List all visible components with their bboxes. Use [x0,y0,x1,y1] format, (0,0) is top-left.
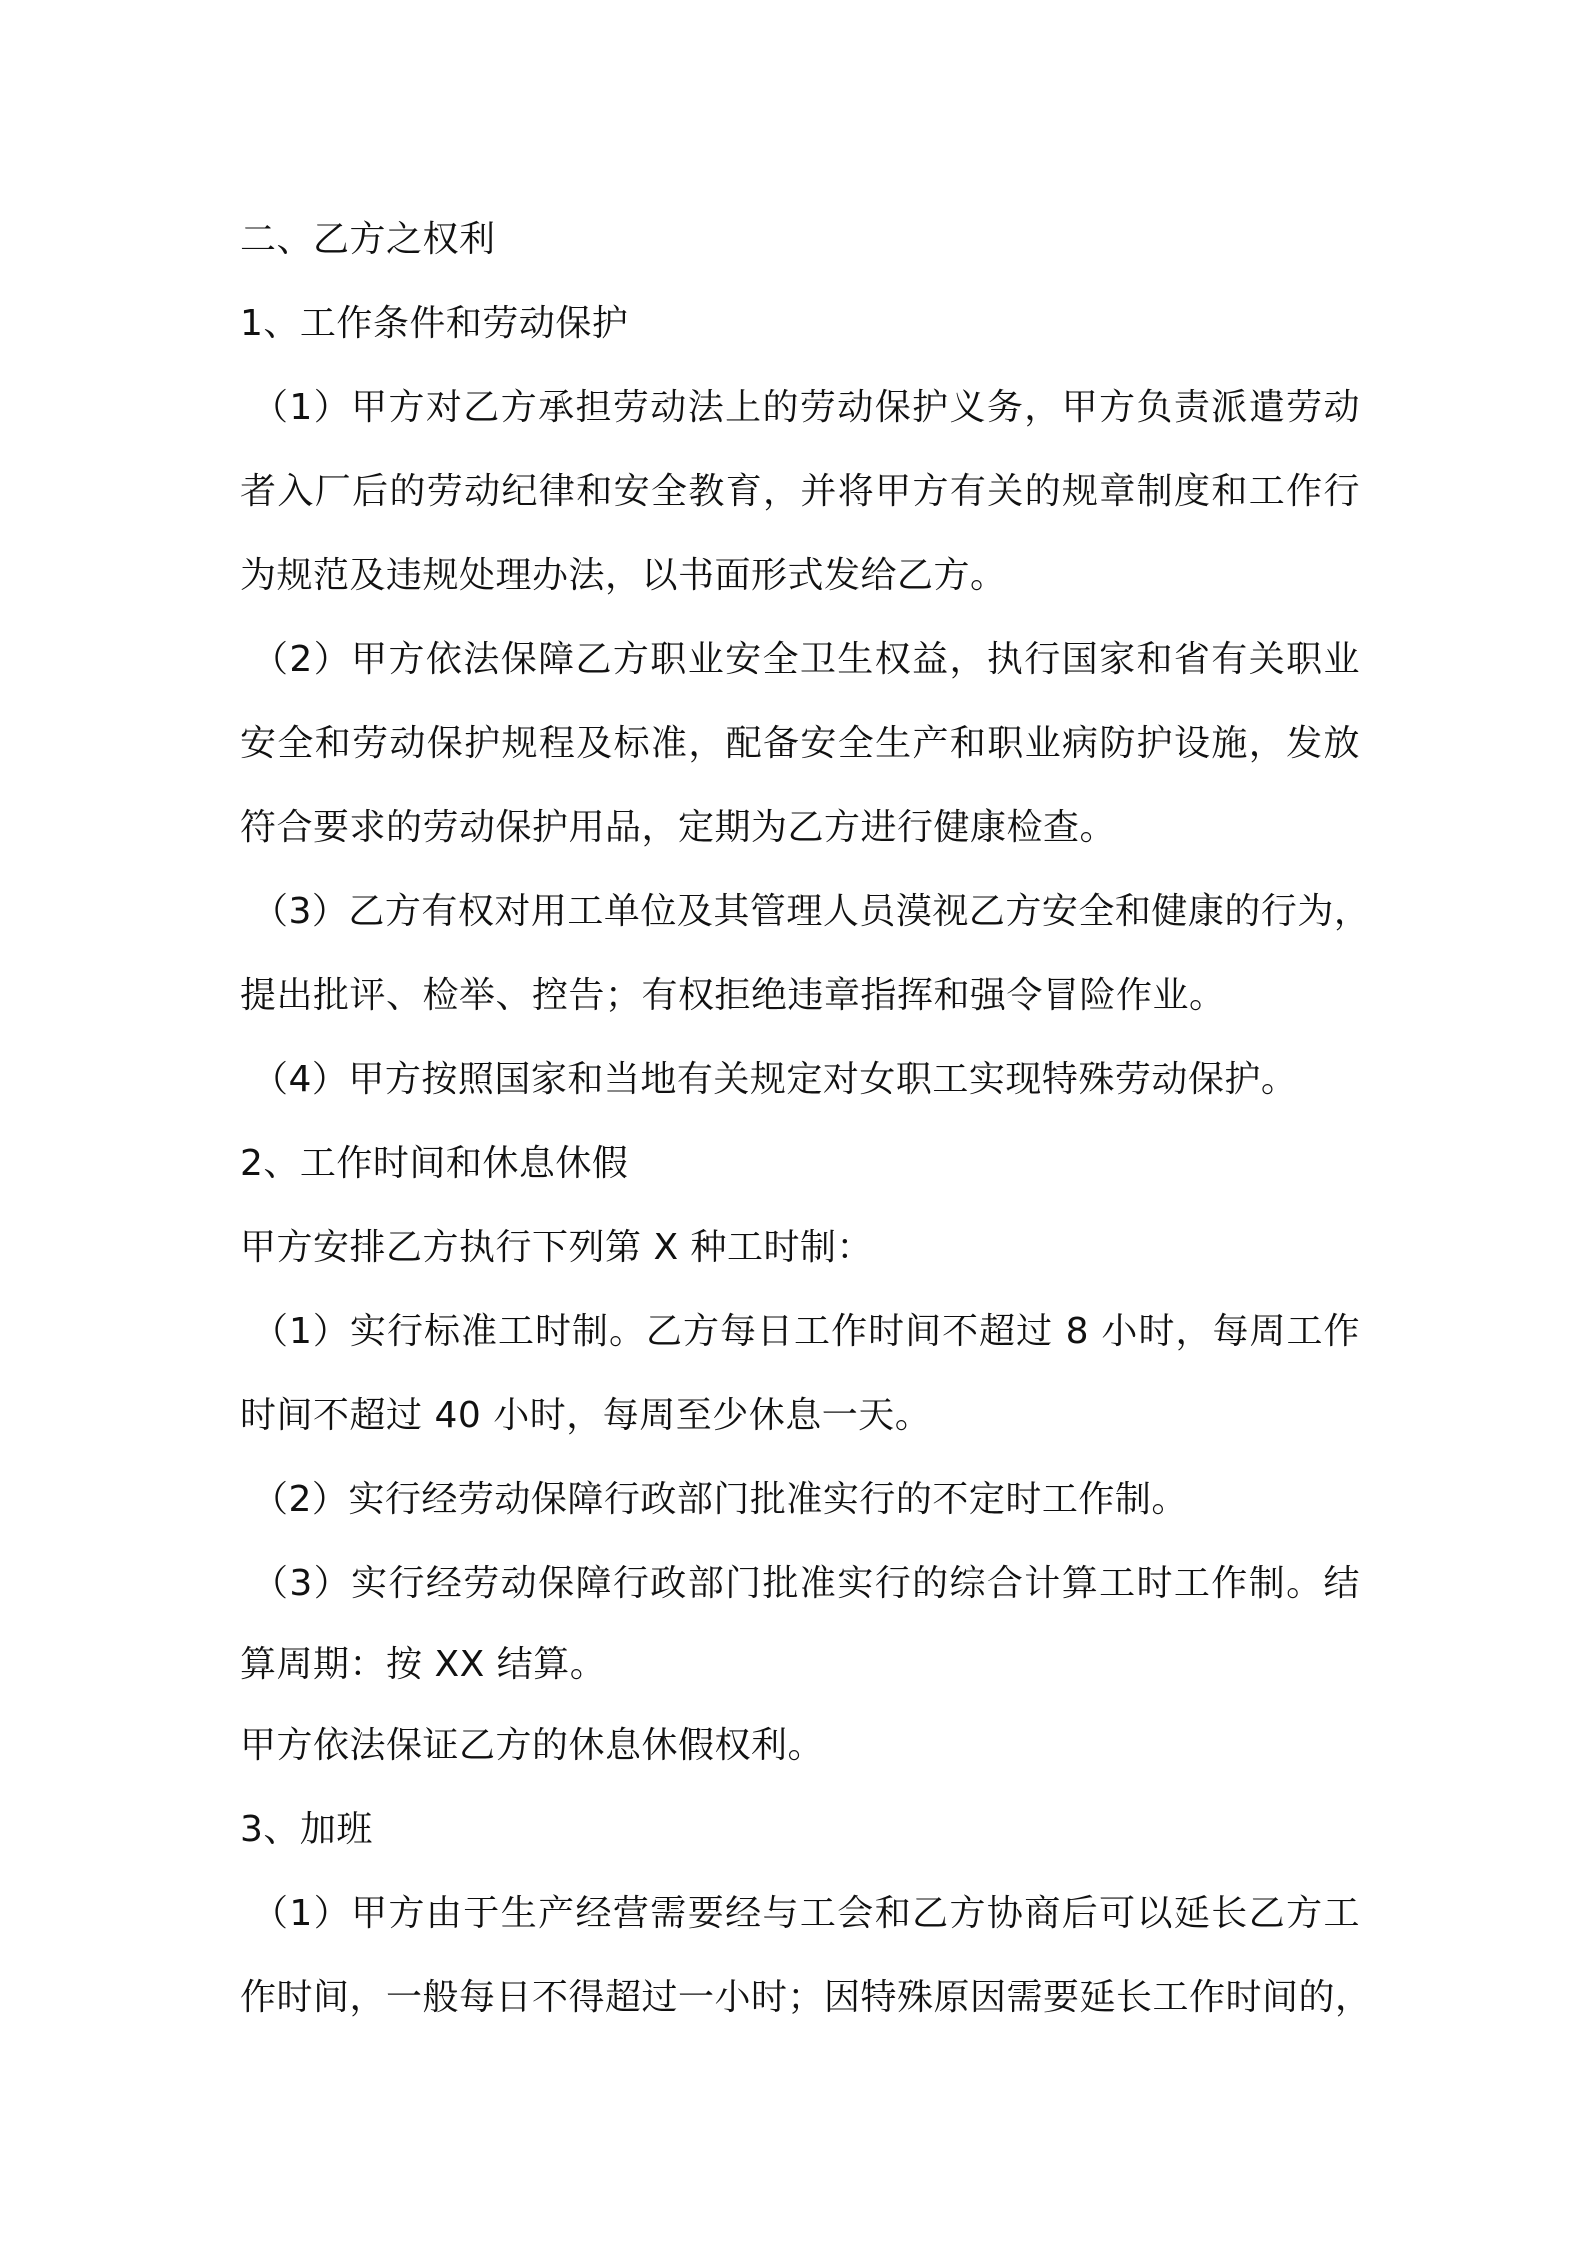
paragraph-line: 提出批评、检举、控告；有权拒绝违章指挥和强令冒险作业。 [240,975,1226,1016]
paragraph-line: （3）乙方有权对用工单位及其管理人员漠视乙方安全和健康的行为， [252,891,1371,932]
paragraph-line: （2）甲方依法保障乙方职业安全卫生权益，执行国家和省有关职业 [252,639,1360,680]
section-heading-rights: 二、乙方之权利 [240,219,496,260]
paragraph-line: （1）甲方对乙方承担劳动法上的劳动保护义务，甲方负责派遣劳动 [252,387,1360,428]
paragraph-line: （3）实行经劳动保障行政部门批准实行的综合计算工时工作制。结 [252,1563,1360,1604]
subheading-overtime: 3、加班 [240,1809,373,1850]
paragraph-line: 符合要求的劳动保护用品，定期为乙方进行健康检查。 [240,807,1117,848]
paragraph-line: 为规范及违规处理办法，以书面形式发给乙方。 [240,555,1007,596]
paragraph-line: 安全和劳动保护规程及标准，配备安全生产和职业病防护设施，发放 [240,723,1360,764]
document-body [240,198,1372,2040]
subheading-working-conditions: 1、工作条件和劳动保护 [240,303,629,344]
paragraph-line: 算周期：按 XX 结算。 [240,1644,607,1685]
subheading-working-hours: 2、工作时间和休息休假 [240,1143,629,1184]
paragraph-line: 者入厂后的劳动纪律和安全教育，并将甲方有关的规章制度和工作行 [240,471,1360,512]
paragraph-line: 时间不超过 40 小时，每周至少休息一天。 [240,1395,932,1436]
paragraph-line: （4）甲方按照国家和当地有关规定对女职工实现特殊劳动保护。 [252,1059,1298,1100]
paragraph-line: （1）甲方由于生产经营需要经与工会和乙方协商后可以延长乙方工 [252,1893,1360,1934]
paragraph-line: 甲方安排乙方执行下列第 X 种工时制： [240,1227,874,1268]
paragraph-line: 甲方依法保证乙方的休息休假权利。 [240,1725,825,1766]
paragraph-line: 作时间，一般每日不得超过一小时；因特殊原因需要延长工作时间的， [240,1977,1372,2018]
paragraph-line: （1）实行标准工时制。乙方每日工作时间不超过 8 小时，每周工作 [252,1311,1360,1352]
paragraph-line: （2）实行经劳动保障行政部门批准实行的不定时工作制。 [252,1479,1188,1520]
